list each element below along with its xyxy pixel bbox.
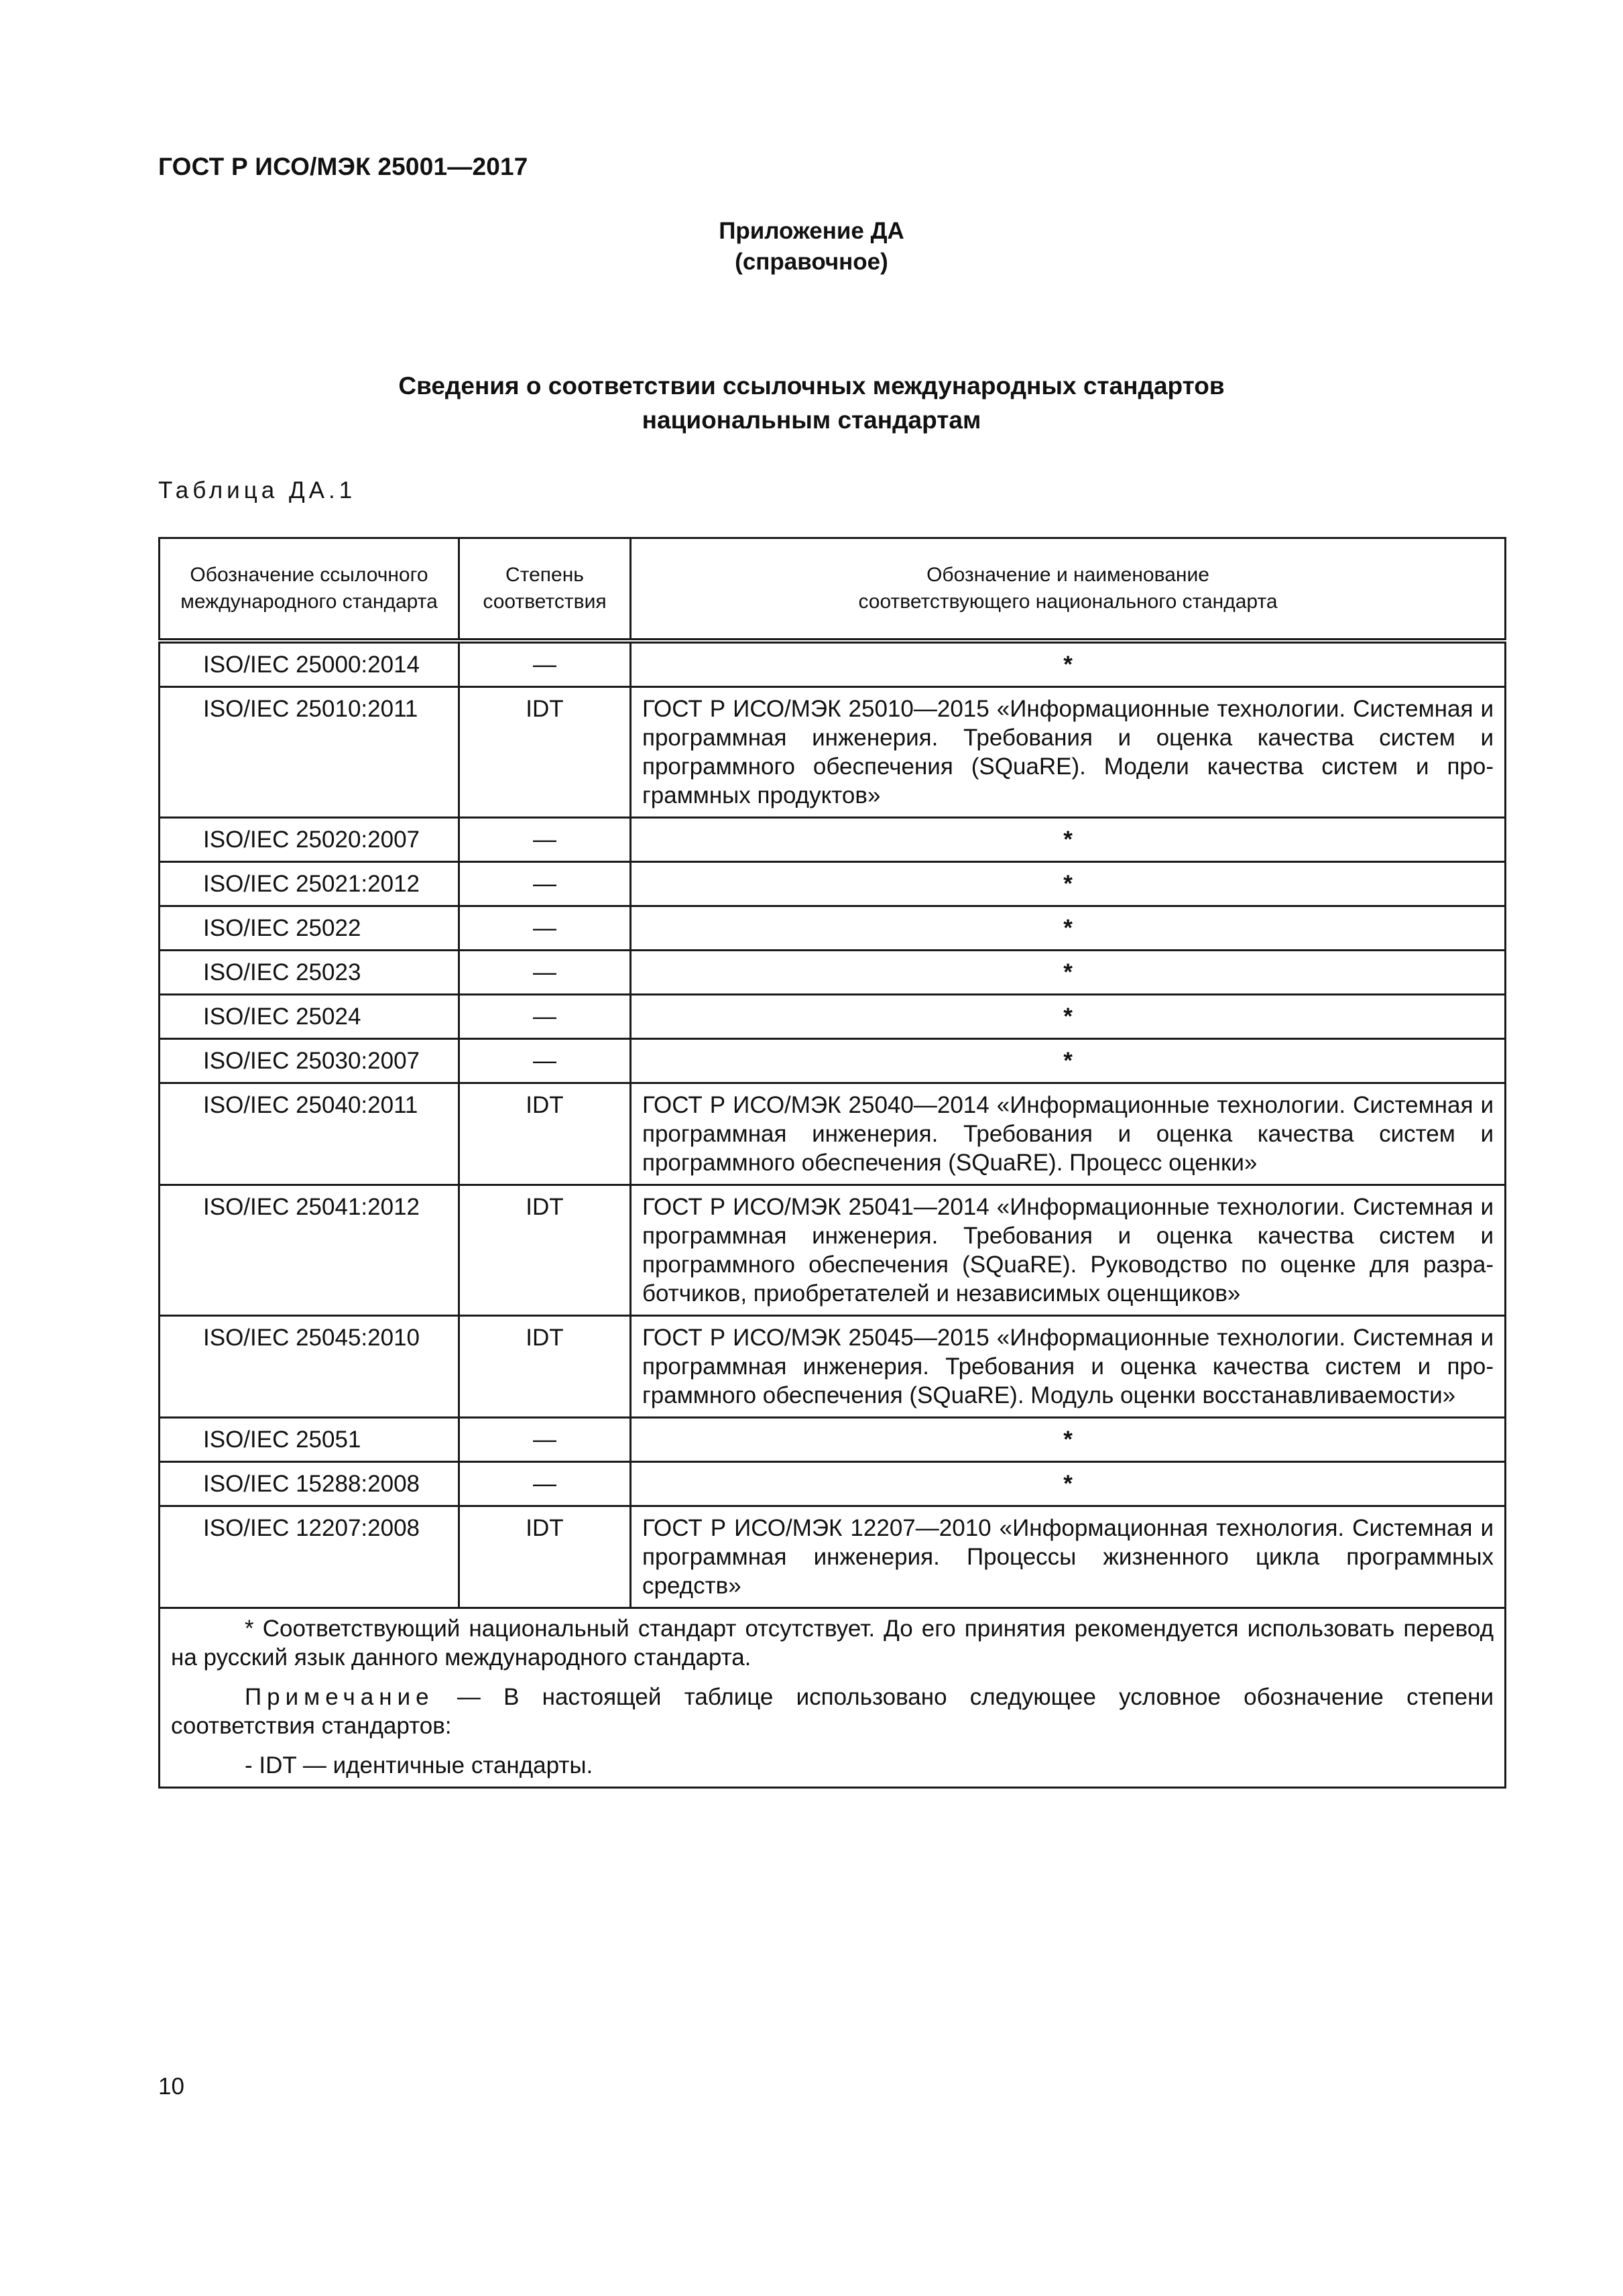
- cell-degree: —: [459, 906, 631, 951]
- section-title-line-2: национальным стандартам: [642, 406, 981, 434]
- cell-national-standard: *: [631, 641, 1506, 687]
- page-number: 10: [158, 2073, 184, 2100]
- table-notes: [160, 1608, 1506, 1788]
- table-row: [160, 1316, 1506, 1418]
- cell-international-standard: ISO/IEC 25010:2011: [160, 687, 459, 818]
- cell-international-standard: ISO/IEC 12207:2008: [160, 1506, 459, 1608]
- cell-international-standard: ISO/IEC 25051: [160, 1418, 459, 1462]
- cell-national-standard: ГОСТ Р ИСО/МЭК 25041—2014 «Информационные технологии. Системная и программная инженерия. Требования и оценка качества систем и программного обеспечения (SQuaRE). Руководство по оценке для разработчиков, приобретателей и независимых оценщиков»: [631, 1185, 1506, 1316]
- table-footer-row: [160, 1608, 1506, 1788]
- cell-international-standard: ISO/IEC 25000:2014: [160, 641, 459, 687]
- correspondence-table: [158, 537, 1506, 1789]
- header-national-standard: [631, 538, 1506, 642]
- cell-national-standard: *: [631, 951, 1506, 995]
- table-caption: Таблица ДА.1: [158, 477, 357, 503]
- header-international-standard: Обозначение ссылочного международного стандарта: [160, 538, 459, 642]
- note-text: — В настоящей таблице использовано следующее условное обозначение степени соответствия стандартов:: [171, 1684, 1494, 1739]
- cell-national-standard: ГОСТ Р ИСО/МЭК 25010—2015 «Информационные технологии. Системная и программная инженерия. Требования и оценка качества систем и программного обеспечения (SQuaRE). Модели качества систем и программных продуктов»: [631, 687, 1506, 818]
- table-row: [160, 1506, 1506, 1608]
- cell-international-standard: ISO/IEC 25021:2012: [160, 862, 459, 906]
- cell-degree: —: [459, 641, 631, 687]
- cell-degree: —: [459, 1418, 631, 1462]
- appendix-title: Приложение ДА: [719, 218, 904, 244]
- cell-degree: IDT: [459, 1185, 631, 1316]
- cell-national-standard: ГОСТ Р ИСО/МЭК 25045—2015 «Информационные технологии. Системная и программная инженерия. Требования и оценка качества систем и программного обеспечения (SQuaRE). Модуль оценки восстанавливаемости»: [631, 1316, 1506, 1418]
- cell-national-standard: *: [631, 906, 1506, 951]
- table-header-row: [160, 538, 1506, 642]
- cell-international-standard: ISO/IEC 25041:2012: [160, 1185, 459, 1316]
- table-row: [160, 1185, 1506, 1316]
- cell-national-standard: *: [631, 1039, 1506, 1083]
- legend-idt: - IDT — идентичные стандарты.: [245, 1752, 593, 1778]
- table-row: [160, 1039, 1506, 1083]
- table-row: [160, 818, 1506, 862]
- table-row: [160, 1418, 1506, 1462]
- cell-international-standard: ISO/IEC 25030:2007: [160, 1039, 459, 1083]
- appendix-heading: [0, 216, 1623, 278]
- cell-national-standard: *: [631, 995, 1506, 1039]
- section-title-line-1: Сведения о соответствии ссылочных международных стандартов: [398, 372, 1225, 400]
- correspondence-table-wrapper: [158, 537, 1504, 1789]
- cell-international-standard: ISO/IEC 25045:2010: [160, 1316, 459, 1418]
- cell-degree: —: [459, 818, 631, 862]
- table-row: [160, 1462, 1506, 1506]
- cell-degree: IDT: [459, 687, 631, 818]
- header-degree: Степень соответствия: [459, 538, 631, 642]
- section-title: [0, 369, 1623, 437]
- cell-national-standard: *: [631, 1462, 1506, 1506]
- table-row: [160, 1083, 1506, 1185]
- table-row: [160, 641, 1506, 687]
- note-label: Примечание: [245, 1684, 434, 1710]
- cell-national-standard: *: [631, 862, 1506, 906]
- header-national-line-2: соответствующего национального стандарта: [858, 591, 1278, 613]
- table-row: [160, 951, 1506, 995]
- cell-degree: IDT: [459, 1316, 631, 1418]
- cell-international-standard: ISO/IEC 25023: [160, 951, 459, 995]
- footnote: * Соответствующий национальный стандарт отсутствует. До его принятия рекомендуется использовать перевод на русский язык данного международного стандарта.: [171, 1616, 1494, 1671]
- table-row: [160, 906, 1506, 951]
- cell-degree: IDT: [459, 1506, 631, 1608]
- cell-degree: —: [459, 1039, 631, 1083]
- document-code: ГОСТ Р ИСО/МЭК 25001—2017: [158, 153, 528, 180]
- table-row: [160, 995, 1506, 1039]
- cell-national-standard: *: [631, 1418, 1506, 1462]
- cell-international-standard: ISO/IEC 25022: [160, 906, 459, 951]
- cell-degree: —: [459, 862, 631, 906]
- note: [171, 1683, 1494, 1740]
- cell-international-standard: ISO/IEC 25024: [160, 995, 459, 1039]
- cell-international-standard: ISO/IEC 15288:2008: [160, 1462, 459, 1506]
- cell-national-standard: ГОСТ Р ИСО/МЭК 12207—2010 «Информационная технология. Системная и программная инженерия. Процессы жизненного цикла программных средств»: [631, 1506, 1506, 1608]
- table-row: [160, 687, 1506, 818]
- cell-international-standard: ISO/IEC 25020:2007: [160, 818, 459, 862]
- table-row: [160, 862, 1506, 906]
- cell-national-standard: ГОСТ Р ИСО/МЭК 25040—2014 «Информационные технологии. Системная и программная инженерия. Требования и оценка качества систем и программного обеспечения (SQuaRE). Процесс оценки»: [631, 1083, 1506, 1185]
- cell-degree: —: [459, 995, 631, 1039]
- cell-degree: IDT: [459, 1083, 631, 1185]
- cell-international-standard: ISO/IEC 25040:2011: [160, 1083, 459, 1185]
- cell-degree: —: [459, 951, 631, 995]
- cell-degree: —: [459, 1462, 631, 1506]
- header-national-line-1: Обозначение и наименование: [926, 564, 1209, 586]
- appendix-type: (справочное): [735, 249, 888, 275]
- cell-national-standard: *: [631, 818, 1506, 862]
